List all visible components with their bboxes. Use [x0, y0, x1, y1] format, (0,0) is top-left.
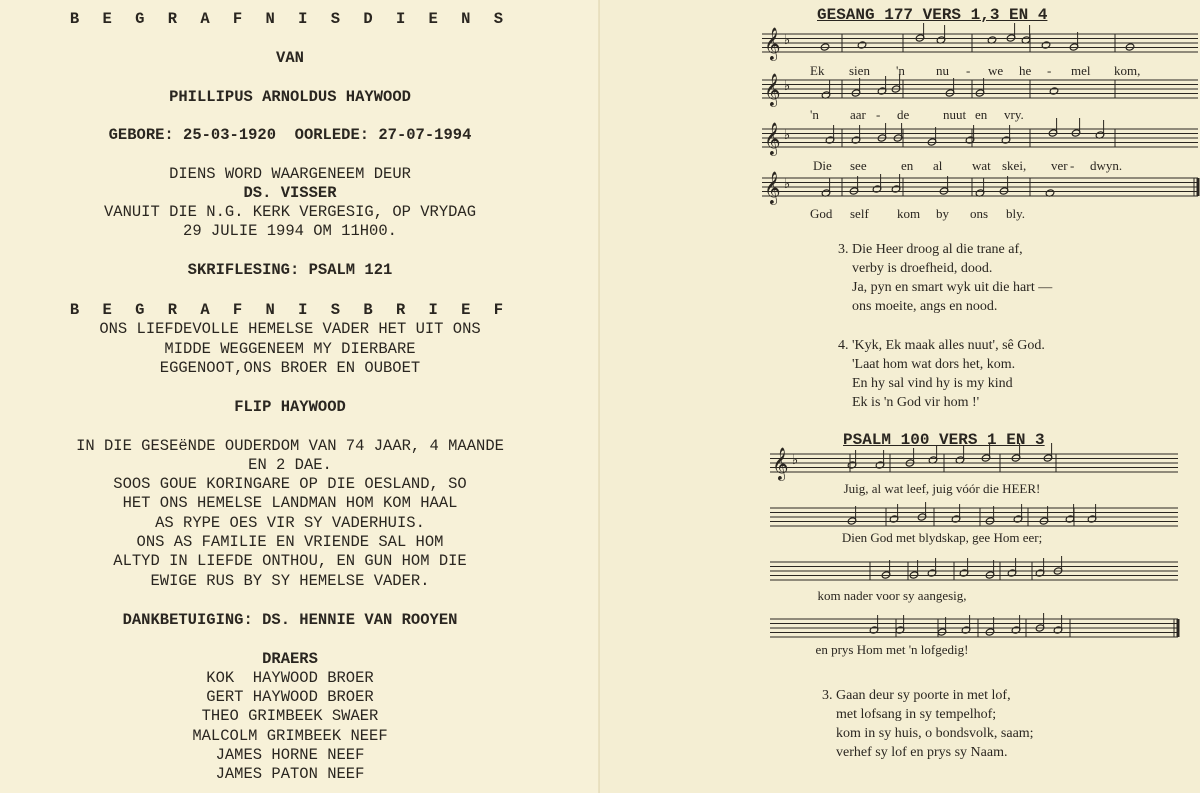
body-line: HET ONS HEMELSE LANDMAN HOM KOM HAAL — [122, 494, 458, 512]
service-line-2: VANUIT DIE N.G. KERK VERGESIG, OP VRYDAG — [103, 203, 477, 221]
lyric-syllable: nuut — [943, 107, 967, 122]
lyric-syllable: nu — [936, 63, 949, 78]
thanks-line: DANKBETUIGING: DS. HENNIE VAN ROOYEN — [122, 611, 458, 629]
body-line: SOOS GOUE KORINGARE OP DIE OESLAND, SO — [113, 475, 467, 493]
note-head — [1125, 43, 1135, 51]
lyric-syllable: he — [1019, 63, 1032, 78]
lyric-syllable: kom, — [1114, 63, 1141, 78]
treble-clef-icon: 𝄞 — [764, 27, 781, 60]
bearer: JAMES HORNE NEEF — [215, 746, 365, 764]
flat-icon: ♭ — [784, 79, 791, 94]
lyric-syllable: bly. — [1006, 206, 1026, 221]
body-line: IN DIE GESEëNDE OUDERDOM VAN 74 JAAR, 4 MAANDE — [76, 437, 504, 455]
body-line: ALTYD IN LIEFDE ONTHOU, EN GUN HOM DIE — [113, 552, 467, 570]
lyric-syllable: en — [901, 158, 914, 173]
lyric-syllable: - — [1070, 158, 1075, 173]
letter-title: B E G R A F N I S B R I E F — [69, 301, 511, 319]
scripture-reading: SKRIFLESING: PSALM 121 — [187, 261, 393, 279]
bearer: THEO GRIMBEEK SWAER — [201, 707, 379, 725]
lyric-syllable: God — [810, 206, 833, 221]
lyric-syllable: Die — [813, 158, 832, 173]
bearer: JAMES PATON NEEF — [215, 765, 365, 783]
body-line: ONS AS FAMILIE EN VRIENDE SAL HOM — [136, 533, 444, 551]
lyric-syllable: ver — [1051, 158, 1068, 173]
lyric-syllable: Ek — [810, 63, 825, 78]
lyric-syllable: by — [936, 206, 949, 221]
treble-clef-icon: 𝄞 — [764, 171, 781, 204]
flat-icon: ♭ — [792, 453, 799, 468]
service-line-3: 29 JULIE 1994 OM 11H00. — [183, 222, 397, 240]
psalm-lyric-line: Juig, al wat leef, juig vóór die HEER! — [843, 481, 1041, 496]
lyric-syllable: de — [897, 107, 910, 122]
note-head — [820, 43, 830, 51]
birth-death-dates: GEBORE: 25-03-1920 OORLEDE: 27-07-1994 — [108, 126, 472, 144]
bearer: KOK HAYWOOD BROER — [206, 669, 374, 687]
lyric-syllable: - — [1047, 63, 1052, 78]
lyric-syllable: we — [988, 63, 1004, 78]
flat-icon: ♭ — [784, 177, 791, 192]
lyric-syllable: see — [850, 158, 867, 173]
service-title: B E G R A F N I S D I E N S — [69, 10, 511, 28]
minister-name: DS. VISSER — [243, 184, 337, 202]
psalm-lyric-line: kom nader voor sy aangesig, — [817, 588, 967, 603]
lyric-syllable: 'n — [896, 63, 905, 78]
hymn-title: GESANG 177 VERS 1,3 EN 4 — [817, 6, 1048, 24]
service-line-1: DIENS WORD WAARGENEEM DEUR — [169, 165, 411, 183]
right-page — [600, 0, 1200, 793]
lyric-syllable: self — [850, 206, 869, 221]
nickname: FLIP HAYWOOD — [234, 398, 346, 416]
hymn-verse-3: 3. Die Heer droog al die trane af, verby is droefheid, dood. Ja, pyn en smart wyk uit die hart — ons moeite, angs en nood. — [838, 242, 1053, 314]
body-line: EN 2 DAE. — [248, 456, 332, 474]
lyric-syllable: ons — [970, 206, 989, 221]
lyric-syllable: dwyn. — [1090, 158, 1123, 173]
lyric-syllable: - — [876, 107, 881, 122]
bearers-title: DRAERS — [262, 650, 318, 668]
flat-icon: ♭ — [784, 128, 791, 143]
lyric-syllable: 'n — [810, 107, 819, 122]
van-label: VAN — [276, 49, 304, 67]
flat-icon: ♭ — [784, 33, 791, 48]
lyric-syllable: al — [933, 158, 943, 173]
treble-clef-icon: 𝄞 — [764, 122, 781, 155]
body-line: EWIGE RUS BY SY HEMELSE VADER. — [150, 572, 430, 590]
lyric-syllable: - — [966, 63, 971, 78]
psalm-title: PSALM 100 VERS 1 EN 3 — [843, 431, 1045, 449]
treble-clef-icon: 𝄞 — [764, 73, 781, 106]
lyric-syllable: en — [975, 107, 988, 122]
letter-line: EGGENOOT,ONS BROER EN OUBOET — [159, 359, 421, 377]
hymn-verse-4: 4. 'Kyk, Ek maak alles nuut', sê God. 'Laat hom wat dors het, kom. En hy sal vind hy is my kind Ek is 'n God vir hom !' — [838, 338, 1045, 410]
lyric-syllable: vry. — [1004, 107, 1024, 122]
body-line: AS RYPE OES VIR SY VADERHUIS. — [155, 514, 425, 532]
bearer: GERT HAYWOOD BROER — [206, 688, 374, 706]
letter-line: MIDDE WEGGENEEM MY DIERBARE — [164, 340, 416, 358]
psalm-lyric-line: Dien God met blydskap, gee Hom eer; — [841, 530, 1043, 545]
treble-clef-icon: 𝄞 — [772, 447, 789, 480]
lyric-syllable: wat — [972, 158, 991, 173]
lyric-syllable: sien — [849, 63, 870, 78]
letter-line: ONS LIEFDEVOLLE HEMELSE VADER HET UIT ONS — [99, 320, 481, 338]
psalm-verse-3: 3. Gaan deur sy poorte in met lof, met lofsang in sy tempelhof; kom in sy huis, o bondsvolk, saam; verhef sy lof en prys sy Naam. — [822, 688, 1034, 760]
psalm-lyric-line: en prys Hom met 'n lofgedig! — [815, 642, 969, 657]
lyric-syllable: mel — [1071, 63, 1091, 78]
deceased-name: PHILLIPUS ARNOLDUS HAYWOOD — [169, 88, 411, 106]
lyric-syllable: kom — [897, 206, 921, 221]
lyric-syllable: aar — [850, 107, 866, 122]
lyric-syllable: skei, — [1002, 158, 1027, 173]
bearer: MALCOLM GRIMBEEK NEEF — [192, 727, 388, 745]
